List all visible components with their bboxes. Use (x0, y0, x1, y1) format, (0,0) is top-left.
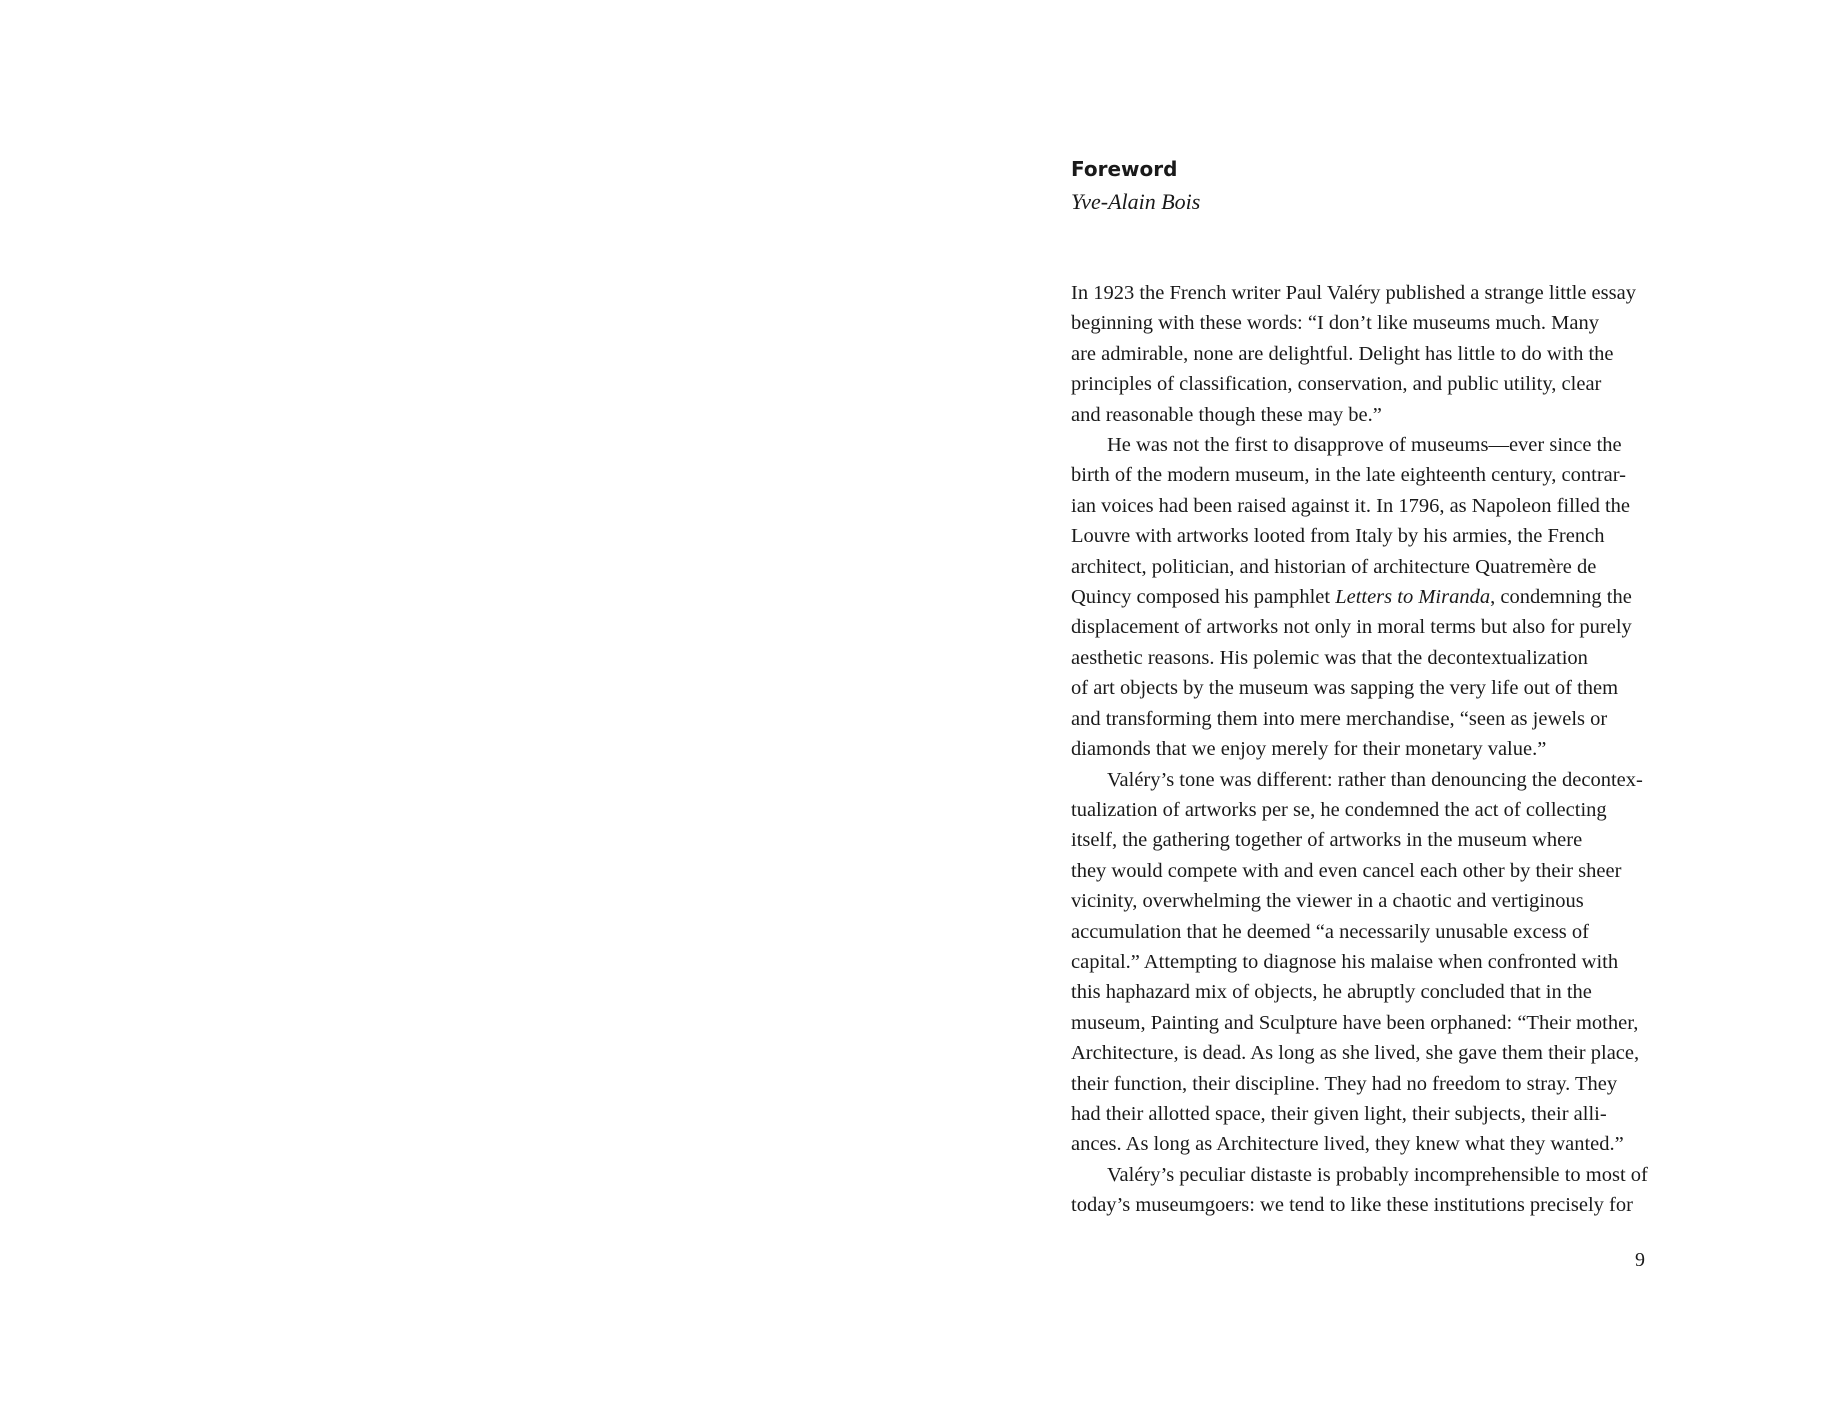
text-line: had their allotted space, their given light, their subjects, their alli- (1071, 1102, 1607, 1125)
author-name: Yve-Alain Bois (1071, 189, 1201, 214)
text-line: accumulation that he deemed “a necessarily unusable excess of (1071, 920, 1589, 943)
text-line: are admirable, none are delightful. Delight has little to do with the (1071, 342, 1614, 365)
text-line: In 1923 the French writer Paul Valéry published a strange little essay (1071, 282, 1636, 304)
paragraph-3 (1071, 765, 1711, 1160)
text-line: He was not the first to disapprove of museums—ever since the (1107, 434, 1622, 457)
text-line: Architecture, is dead. As long as she lived, she gave them their place, (1071, 1042, 1640, 1065)
text-line: capital.” Attempting to diagnose his malaise when confronted with (1071, 950, 1619, 973)
right-page (921, 0, 1842, 1410)
text-line: museum, Painting and Sculpture have been orphaned: “Their mother, (1071, 1011, 1639, 1034)
text-line: and reasonable though these may be.” (1071, 403, 1382, 426)
text-line: tualization of artworks per se, he condemned the act of collecting (1071, 798, 1607, 821)
text-line: architect, politician, and historian of architecture Quatremère de (1071, 555, 1597, 578)
page-number: 9 (1635, 1249, 1645, 1271)
page-title: Foreword (1071, 157, 1178, 181)
text-line: aesthetic reasons. His polemic was that the decontextualization (1071, 646, 1588, 669)
text-line: displacement of artworks not only in moral terms but also for purely (1071, 616, 1632, 639)
text-line: birth of the modern museum, in the late eighteenth century, contrar- (1071, 464, 1626, 487)
paragraph-1 (1071, 278, 1711, 430)
text-line: itself, the gathering together of artworks in the museum where (1071, 829, 1583, 852)
text-line: today’s museumgoers: we tend to like these institutions precisely for (1071, 1194, 1633, 1217)
text-line: of art objects by the museum was sapping the very life out of them (1071, 677, 1619, 700)
text-line: Valéry’s tone was different: rather than denouncing the decontex- (1107, 768, 1643, 791)
body-text (1071, 278, 1711, 1221)
text-line: Quincy composed his pamphlet Letters to Miranda, condemning the (1071, 586, 1632, 609)
paragraph-4 (1071, 1160, 1711, 1221)
text-line: Louvre with artworks looted from Italy by his armies, the French (1071, 525, 1605, 548)
text-line: their function, their discipline. They had no freedom to stray. They (1071, 1072, 1618, 1095)
text-line: Valéry’s peculiar distaste is probably incomprehensible to most of (1107, 1163, 1648, 1186)
text-line: and transforming them into mere merchandise, “seen as jewels or (1071, 707, 1608, 730)
paragraph-2 (1071, 430, 1711, 764)
text-line: beginning with these words: “I don’t like museums much. Many (1071, 312, 1599, 335)
text-line: vicinity, overwhelming the viewer in a chaotic and vertiginous (1071, 890, 1584, 913)
text-line: this haphazard mix of objects, he abruptly concluded that in the (1071, 981, 1592, 1004)
text-line: ances. As long as Architecture lived, they knew what they wanted.” (1071, 1133, 1624, 1156)
book-title: Letters to Miranda (1335, 586, 1491, 609)
text-line: they would compete with and even cancel each other by their sheer (1071, 859, 1622, 882)
text-line: ian voices had been raised against it. In 1796, as Napoleon filled the (1071, 494, 1631, 517)
text-line: principles of classification, conservation, and public utility, clear (1071, 373, 1602, 396)
text-line: diamonds that we enjoy merely for their monetary value.” (1071, 738, 1547, 761)
